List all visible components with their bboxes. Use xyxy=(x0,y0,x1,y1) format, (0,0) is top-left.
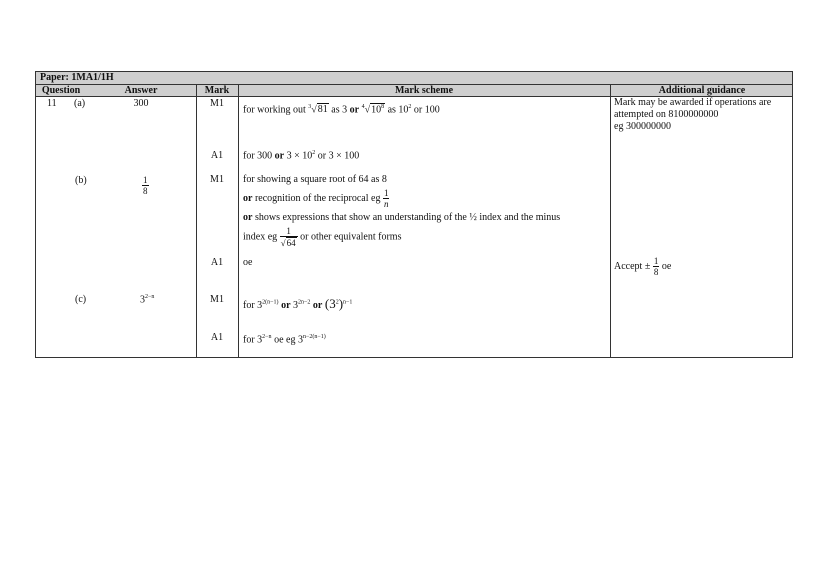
fraction-numerator: 1 xyxy=(653,256,659,266)
guidance-b xyxy=(614,256,671,277)
scheme-text: oe eg xyxy=(274,334,296,346)
column-divider xyxy=(610,85,611,357)
fraction-numerator: 1 xyxy=(143,175,148,185)
power-base: 3 xyxy=(293,300,299,311)
guidance-a xyxy=(614,97,771,133)
header-question: Question xyxy=(41,85,81,96)
scheme-text: for working out xyxy=(243,104,306,116)
part-a-label: (a) xyxy=(74,98,86,109)
scheme-text: recognition of the reciprocal eg xyxy=(254,192,381,204)
scheme-b-line-2 xyxy=(243,188,389,209)
power-base: 3 xyxy=(140,294,145,306)
paper-header xyxy=(36,72,792,85)
power-exponent: 2n−2 xyxy=(298,299,311,306)
power-exponent: 2 xyxy=(335,299,339,306)
scheme-text: or 100 xyxy=(413,104,440,116)
header-additional-guidance: Additional guidance xyxy=(658,85,746,96)
power-exponent: 2−n xyxy=(262,334,272,340)
power-exponent: n−2(n−1) xyxy=(302,334,326,340)
answer-c xyxy=(140,294,154,305)
power-exponent: 2(n−1) xyxy=(262,299,279,306)
guidance-text: oe xyxy=(661,260,672,272)
scheme-b-line-3 xyxy=(243,212,560,223)
power-base: (3 xyxy=(324,296,336,311)
scheme-a-a1: for 300 or $3 \times 10^2$ or 3 × 100 xyxy=(243,150,360,162)
mark-a-m1: M1 xyxy=(210,98,224,109)
scheme-a-m1: for working out $^3$√81 as 3 or $^4√10^8$ as $10^2$ or 100 xyxy=(243,104,440,116)
header-mark-scheme: Mark scheme xyxy=(394,85,454,96)
or-keyword: or xyxy=(312,300,323,311)
fraction-numerator: 1 xyxy=(280,226,298,237)
power-base: 3 xyxy=(257,334,263,346)
scheme-b-line-4 xyxy=(243,226,401,248)
radicand: $10^8$ xyxy=(371,104,385,116)
scheme-text: index eg xyxy=(243,231,278,243)
guidance-text: Accept ± xyxy=(614,260,651,272)
guidance-line: Mark may be awarded if operations are xyxy=(614,97,772,108)
fraction-numerator: 1 xyxy=(383,188,389,198)
or-keyword: or xyxy=(274,150,285,162)
answer-a: 300 xyxy=(133,98,149,109)
scheme-c-m1 xyxy=(243,296,352,312)
mark-c-m1: M1 xyxy=(210,294,224,305)
scheme-text: as 10 xyxy=(387,104,409,116)
or-keyword: or xyxy=(281,300,291,311)
or-keyword: or xyxy=(243,212,253,223)
scheme-b-a1: oe xyxy=(243,257,253,268)
scheme-b-line-1: for showing a square root of 64 as 8 xyxy=(243,174,387,185)
fraction-denominator: 8 xyxy=(143,186,148,196)
scheme-text: for 300 xyxy=(243,150,273,162)
guidance-line: attempted on 8100000000 xyxy=(614,109,719,120)
power-exponent: n−1 xyxy=(343,299,353,306)
column-divider xyxy=(238,85,239,357)
scheme-text: shows expressions that show an understanding of the ½ index and the minus xyxy=(254,212,561,223)
header-mark: Mark xyxy=(204,85,230,96)
scheme-text: or 3 × 100 xyxy=(317,150,360,162)
part-b-label: (b) xyxy=(75,175,87,186)
question-number: 11 xyxy=(47,98,57,109)
or-keyword: or xyxy=(349,104,360,116)
radicand: 81 xyxy=(317,104,328,116)
mark-b-m1: M1 xyxy=(210,174,224,185)
header-answer: Answer xyxy=(124,85,158,96)
scheme-text: for xyxy=(243,300,255,311)
scheme-text: or other equivalent forms xyxy=(300,231,402,243)
scheme-text: for xyxy=(243,334,255,346)
or-keyword: or xyxy=(243,192,253,204)
scheme-text: as 3 xyxy=(331,104,348,116)
power-base: 3 xyxy=(297,334,303,346)
fraction-denominator: 8 xyxy=(653,267,659,277)
mark-c-a1: A1 xyxy=(210,332,224,343)
closing-bracket: ) xyxy=(338,296,344,311)
mark-b-a1: A1 xyxy=(210,257,224,268)
column-headers xyxy=(36,85,792,97)
mark-scheme-table xyxy=(35,71,793,358)
answer-b xyxy=(142,175,149,196)
fraction-denominator: √64 xyxy=(280,238,296,248)
power-base: 3 xyxy=(257,300,263,311)
power-exponent: 2−n xyxy=(145,294,155,300)
paper-title: Paper: 1MA1/1H xyxy=(40,72,114,83)
mark-a-a1: A1 xyxy=(210,150,224,161)
column-divider xyxy=(196,85,197,357)
scheme-c-a1 xyxy=(243,334,326,345)
radicand: 64 xyxy=(286,238,296,248)
fraction-denominator: n xyxy=(383,199,389,209)
scheme-text: 3 × 10 xyxy=(286,150,313,162)
guidance-line: eg 300000000 xyxy=(614,121,671,132)
radicand-base: 10 xyxy=(371,104,382,116)
part-c-label: (c) xyxy=(75,294,87,305)
